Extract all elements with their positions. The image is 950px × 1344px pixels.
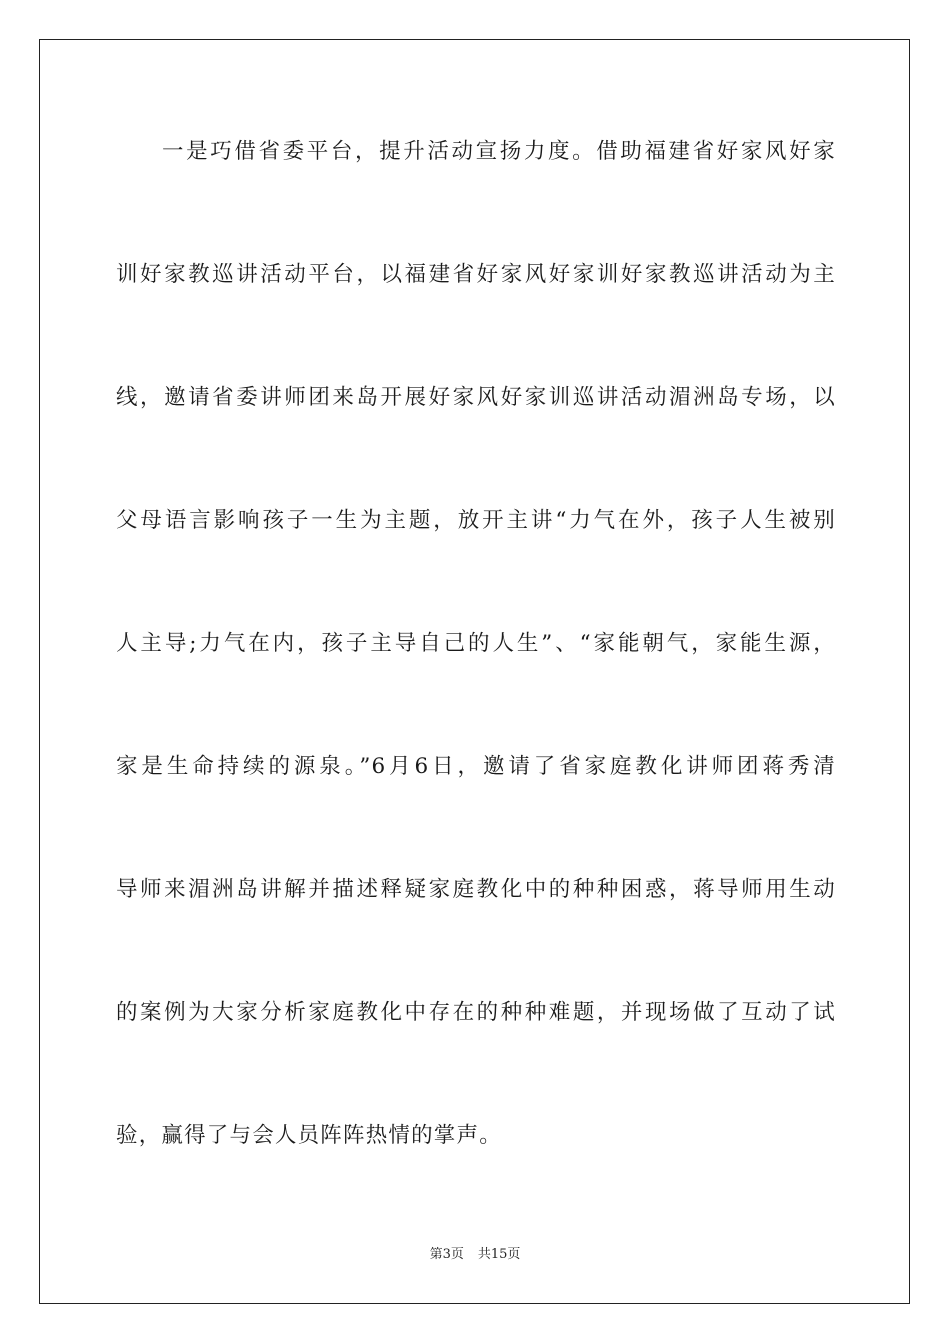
paragraph-line-4: 父母语言影响孩子一生为主题，放开主讲“力气在外，孩子人生被别 <box>116 508 836 533</box>
total-pages: 共15页 <box>477 1247 521 1262</box>
paragraph-line-8: 的案例为大家分析家庭教化中存在的种种难题，并现场做了互动了试 <box>116 1000 836 1025</box>
page-footer <box>0 1247 950 1263</box>
paragraph-line-9: 验，赢得了与会人员阵阵热情的掌声。 <box>116 1123 502 1148</box>
paragraph-line-1: 一是巧借省委平台，提升活动宣扬力度。借助福建省好家风好家 <box>162 139 836 164</box>
paragraph-line-7: 导师来湄洲岛讲解并描述释疑家庭教化中的种种困惑，蒋导师用生动 <box>116 877 836 902</box>
page-border <box>39 39 910 1304</box>
page-number: 第3页 <box>429 1247 464 1262</box>
paragraph-line-5: 人主导;力气在内，孩子主导自己的人生”、“家能朝气，家能生源， <box>116 631 836 656</box>
paragraph-line-3: 线，邀请省委讲师团来岛开展好家风好家训巡讲活动湄洲岛专场，以 <box>116 385 836 410</box>
paragraph-line-2: 训好家教巡讲活动平台，以福建省好家风好家训好家教巡讲活动为主 <box>116 262 836 287</box>
paragraph-line-6: 家是生命持续的源泉。”6月6日，邀请了省家庭教化讲师团蒋秀清 <box>116 754 836 779</box>
